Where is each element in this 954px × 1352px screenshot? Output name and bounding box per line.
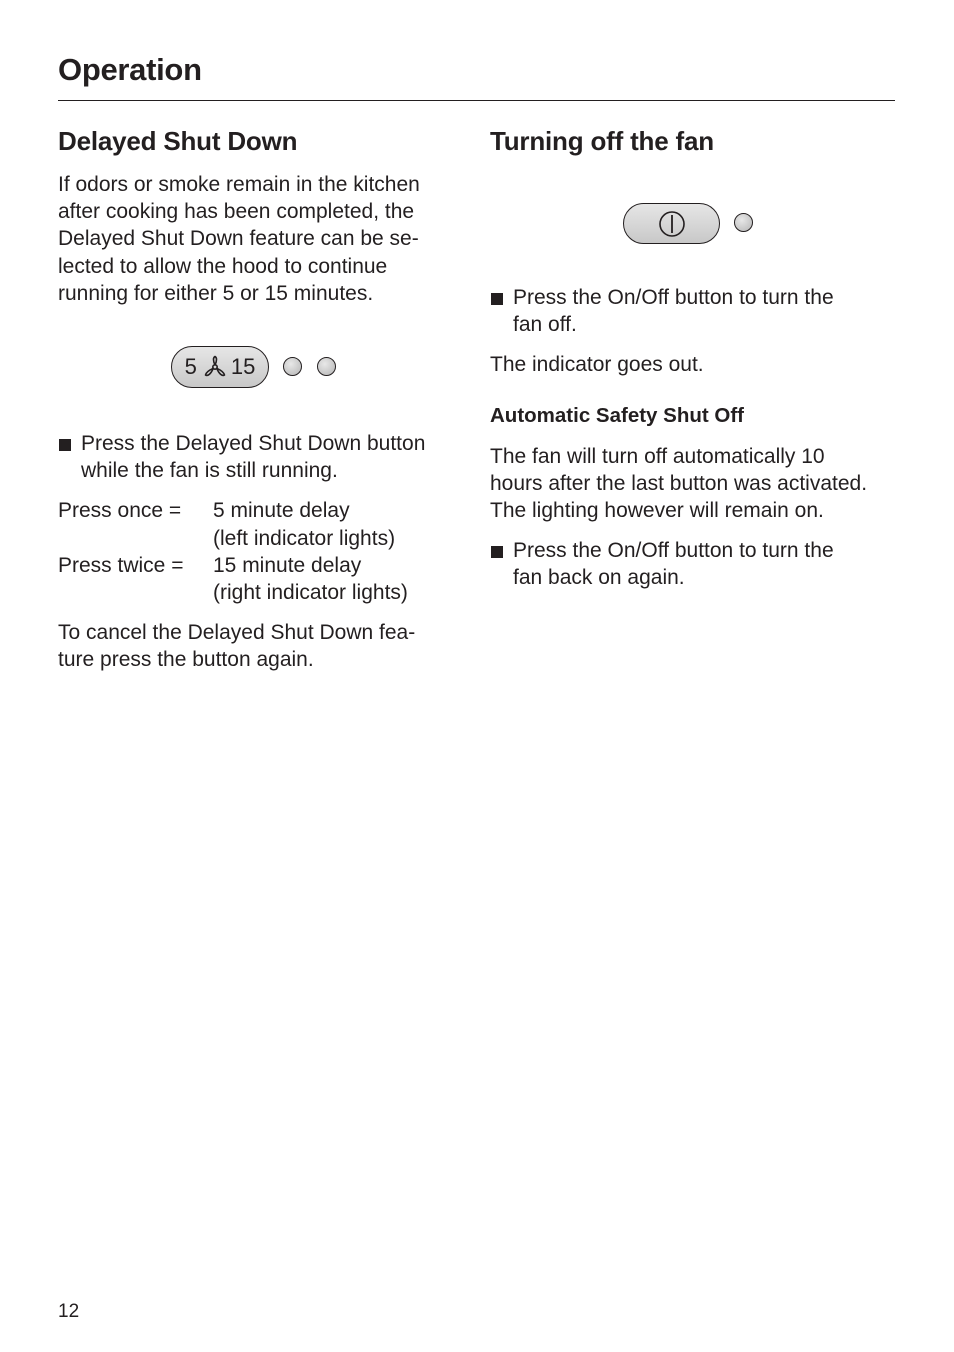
delayed-shut-down-heading: Delayed Shut Down xyxy=(58,126,298,156)
cancel-line: To cancel the Delayed Shut Down fea- xyxy=(58,621,416,645)
intro-line: running for either 5 or 15 minutes. xyxy=(58,281,374,305)
delayed-shut-down-instruction xyxy=(58,430,458,484)
cancel-line: ture press the button again. xyxy=(58,648,314,672)
delayed-shut-down-intro xyxy=(58,171,458,307)
left-column xyxy=(58,124,458,674)
auto-line: The fan will turn off automatically 10 xyxy=(490,444,825,468)
on-off-button[interactable] xyxy=(623,203,720,244)
automatic-safety-shut-off-heading: Automatic Safety Shut Off xyxy=(490,403,744,427)
button-label-5: 5 xyxy=(184,354,197,380)
bullet-line: fan back on again. xyxy=(513,566,685,590)
intro-line: Delayed Shut Down feature can be se- xyxy=(58,227,419,251)
press-key: Press once = xyxy=(58,499,182,523)
on-off-button-figure xyxy=(490,203,900,247)
bullet-line: fan off. xyxy=(513,313,577,337)
auto-line: The lighting however will remain on. xyxy=(490,499,824,523)
left-indicator-light xyxy=(283,357,302,376)
power-icon xyxy=(658,210,686,238)
press-value: 5 minute delay xyxy=(213,499,350,523)
page-title: Operation xyxy=(58,52,202,87)
right-column xyxy=(490,124,900,592)
turn-off-instruction xyxy=(490,284,900,338)
press-value: 15 minute delay xyxy=(213,553,362,577)
press-once-row xyxy=(58,497,458,551)
intro-line: after cooking has been completed, the xyxy=(58,200,415,224)
turn-on-instruction xyxy=(490,537,900,591)
delayed-shut-down-button-figure xyxy=(58,346,458,390)
turning-off-fan-heading: Turning off the fan xyxy=(490,126,714,156)
press-key: Press twice = xyxy=(58,553,184,577)
bullet-line: Press the Delayed Shut Down button xyxy=(81,432,426,456)
bullet-square xyxy=(491,293,503,305)
bullet-line: Press the On/Off button to turn the xyxy=(513,286,834,309)
title-divider xyxy=(58,100,895,101)
bullet-square xyxy=(491,546,503,558)
bullet-square xyxy=(59,439,71,451)
press-twice-row xyxy=(58,552,458,606)
auto-line: hours after the last button was activated. xyxy=(490,471,868,495)
bullet-line: while the fan is still running. xyxy=(81,459,338,483)
indicator-goes-out-text: The indicator goes out. xyxy=(490,353,704,377)
on-off-indicator-light xyxy=(734,213,753,232)
delayed-shut-down-button[interactable] xyxy=(171,346,269,388)
automatic-safety-text xyxy=(490,443,900,525)
intro-line: lected to allow the hood to continue xyxy=(58,254,388,278)
right-indicator-light xyxy=(317,357,336,376)
cancel-instruction xyxy=(58,619,458,673)
button-label-15: 15 xyxy=(230,354,256,380)
press-count-table xyxy=(58,497,458,606)
press-value-note: (right indicator lights) xyxy=(213,581,408,605)
bullet-line: Press the On/Off button to turn the xyxy=(513,539,834,563)
fan-icon xyxy=(201,355,229,379)
intro-line: If odors or smoke remain in the kitchen xyxy=(58,173,420,196)
press-value-note: (left indicator lights) xyxy=(213,526,396,550)
page-number: 12 xyxy=(58,1301,80,1322)
